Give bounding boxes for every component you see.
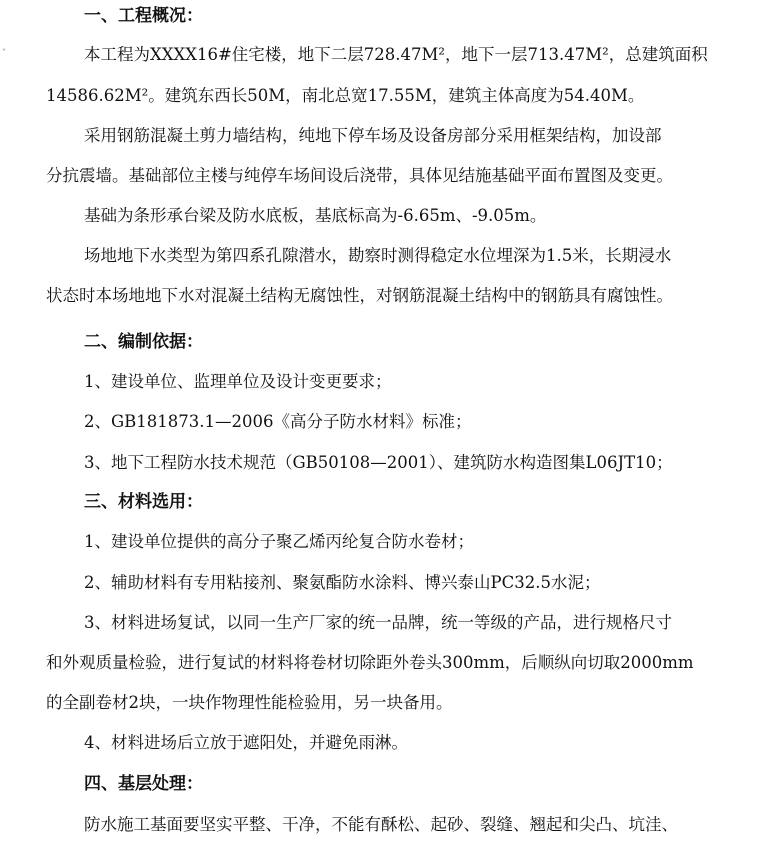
margin-marker: ˅ [2, 48, 6, 57]
list-item: 3、地下工程防水技术规范（GB50108—2001）、建筑防水构造图集L06JT10； [84, 453, 673, 472]
section-heading-base-treatment: 四、基层处理： [84, 774, 203, 794]
paragraph-line: 状态时本场地地下水对混凝土结构无腐蚀性，对钢筋混凝土结构中的钢筋具有腐蚀性。 [46, 286, 673, 305]
list-item: 1、建设单位提供的高分子聚乙烯丙纶复合防水卷材； [84, 532, 474, 551]
list-item: 2、GB181873.1—2006《高分子防水材料》标准； [84, 412, 472, 431]
paragraph-line: 防水施工基面要坚实平整、干净，不能有酥松、起砂、裂缝、翘起和尖凸、坑洼、 [84, 815, 678, 834]
paragraph-line: 分抗震墙。基础部位主楼与纯停车场间设后浇带，具体见结施基础平面布置图及变更。 [46, 166, 673, 185]
paragraph-line: 基础为条形承台梁及防水底板，基底标高为-6.65m、-9.05m。 [84, 206, 547, 225]
list-item: 2、辅助材料有专用粘接剂、聚氨酯防水涂料、博兴泰山PC32.5水泥； [84, 573, 601, 592]
paragraph-line: 本工程为XXXX16#住宅楼，地下二层728.47M²，地下一层713.47M²，总建筑面积 [84, 45, 708, 64]
section-heading-materials: 三、材料选用： [84, 492, 203, 512]
section-heading-overview: 一、工程概况： [84, 6, 203, 26]
list-item: 3、材料进场复试，以同一生产厂家的统一品牌，统一等级的产品，进行规格尺寸 [84, 613, 672, 632]
paragraph-line: 采用钢筋混凝土剪力墙结构，纯地下停车场及设备房部分采用框架结构，加设部 [84, 126, 662, 145]
list-item: 1、建设单位、监理单位及设计变更要求； [84, 372, 392, 391]
paragraph-line: 场地地下水类型为第四系孔隙潜水，勘察时测得稳定水位埋深为1.5米，长期浸水 [84, 246, 672, 265]
section-heading-basis: 二、编制依据： [84, 332, 203, 352]
paragraph-line: 和外观质量检验，进行复试的材料将卷材切除距外卷头300mm，后顺纵向切取2000mm [46, 653, 694, 672]
list-item: 4、材料进场后立放于遮阳处，并避免雨淋。 [84, 733, 408, 752]
paragraph-line: 14586.62M²。建筑东西长50M，南北总宽17.55M，建筑主体高度为54.40M。 [46, 86, 645, 105]
paragraph-line: 的全副卷材2块，一块作物理性能检验用，另一块备用。 [46, 693, 453, 712]
